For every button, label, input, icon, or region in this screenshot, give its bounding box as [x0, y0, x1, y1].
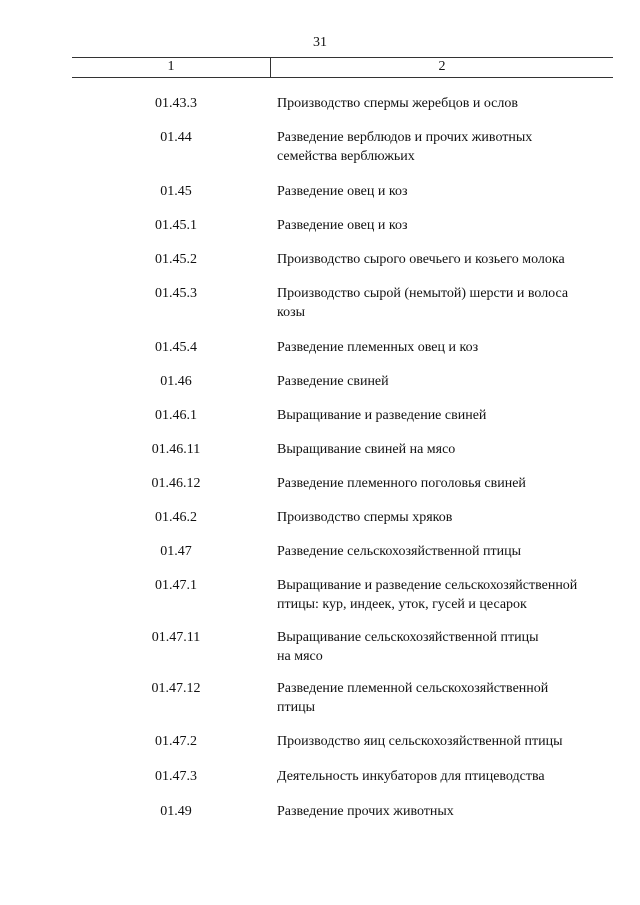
- table-row: [0, 216, 640, 250]
- row-code: 01.47: [160, 544, 192, 559]
- table-row: [0, 474, 640, 508]
- row-code: 01.47.3: [155, 769, 197, 784]
- row-name: Производство яиц сельскохозяйственной птицы: [277, 734, 563, 749]
- row-name: Производство спермы хряков: [277, 510, 453, 525]
- table-row: [0, 542, 640, 576]
- row-name: Выращивание свиней на мясо: [277, 442, 456, 457]
- row-name: Разведение овец и коз: [277, 218, 408, 233]
- row-code: 01.46: [160, 374, 192, 389]
- header-col-1: 1: [167, 59, 175, 74]
- row-name: Разведение племенной сельскохозяйственной птицы: [277, 681, 549, 715]
- table-row: [0, 802, 640, 826]
- row-code: 01.46.12: [151, 476, 201, 491]
- row-code: 01.46.1: [155, 408, 197, 423]
- row-name: Производство спермы жеребцов и ослов: [277, 96, 518, 111]
- table-row: [0, 440, 640, 474]
- table-row: [0, 508, 640, 542]
- row-code: 01.43.3: [155, 96, 197, 111]
- row-code: 01.45.2: [155, 252, 197, 267]
- table-row: [0, 338, 640, 372]
- row-code: 01.45.3: [155, 286, 197, 301]
- table-row: [0, 372, 640, 406]
- table-row: [0, 679, 640, 732]
- row-code: 01.45: [160, 184, 192, 199]
- row-name: Выращивание сельскохозяйственной птицы на мясо: [277, 630, 539, 664]
- row-name: Производство сырой (немытой) шерсти и волоса козы: [277, 286, 569, 320]
- row-name: Выращивание и разведение свиней: [277, 408, 487, 423]
- row-code: 01.49: [160, 804, 192, 819]
- table-row: [0, 284, 640, 338]
- row-name: Выращивание и разведение сельскохозяйственной птицы: кур, индеек, уток, гусей и цесарок: [277, 578, 578, 612]
- row-name: Разведение овец и коз: [277, 184, 408, 199]
- row-name: Деятельность инкубаторов для птицеводства: [277, 769, 545, 784]
- header-col-2: 2: [438, 59, 446, 74]
- table-header: [72, 57, 613, 78]
- row-code: 01.46.11: [151, 442, 201, 457]
- classifier-table: [0, 94, 640, 826]
- row-name: Разведение прочих животных: [277, 804, 454, 819]
- page-number: 31: [313, 35, 327, 50]
- table-row: [0, 628, 640, 679]
- row-code: 01.45.1: [155, 218, 197, 233]
- row-name: Разведение племенного поголовья свиней: [277, 476, 526, 491]
- row-code: 01.45.4: [155, 340, 197, 355]
- table-row: [0, 576, 640, 628]
- table-row: [0, 250, 640, 284]
- row-name: Производство сырого овечьего и козьего молока: [277, 252, 565, 267]
- table-row: [0, 767, 640, 802]
- row-name: Разведение племенных овец и коз: [277, 340, 479, 355]
- row-code: 01.46.2: [155, 510, 197, 525]
- row-name: Разведение свиней: [277, 374, 389, 389]
- row-code: 01.47.12: [151, 681, 201, 696]
- table-row: [0, 406, 640, 440]
- table-row: [0, 732, 640, 767]
- table-row: [0, 128, 640, 182]
- table-row: [0, 94, 640, 128]
- table-row: [0, 182, 640, 216]
- row-code: 01.44: [160, 130, 192, 145]
- row-code: 01.47.11: [151, 630, 201, 645]
- row-name: Разведение верблюдов и прочих животных семейства верблюжьих: [277, 130, 533, 164]
- row-code: 01.47.2: [155, 734, 197, 749]
- row-code: 01.47.1: [155, 578, 197, 593]
- row-name: Разведение сельскохозяйственной птицы: [277, 544, 522, 559]
